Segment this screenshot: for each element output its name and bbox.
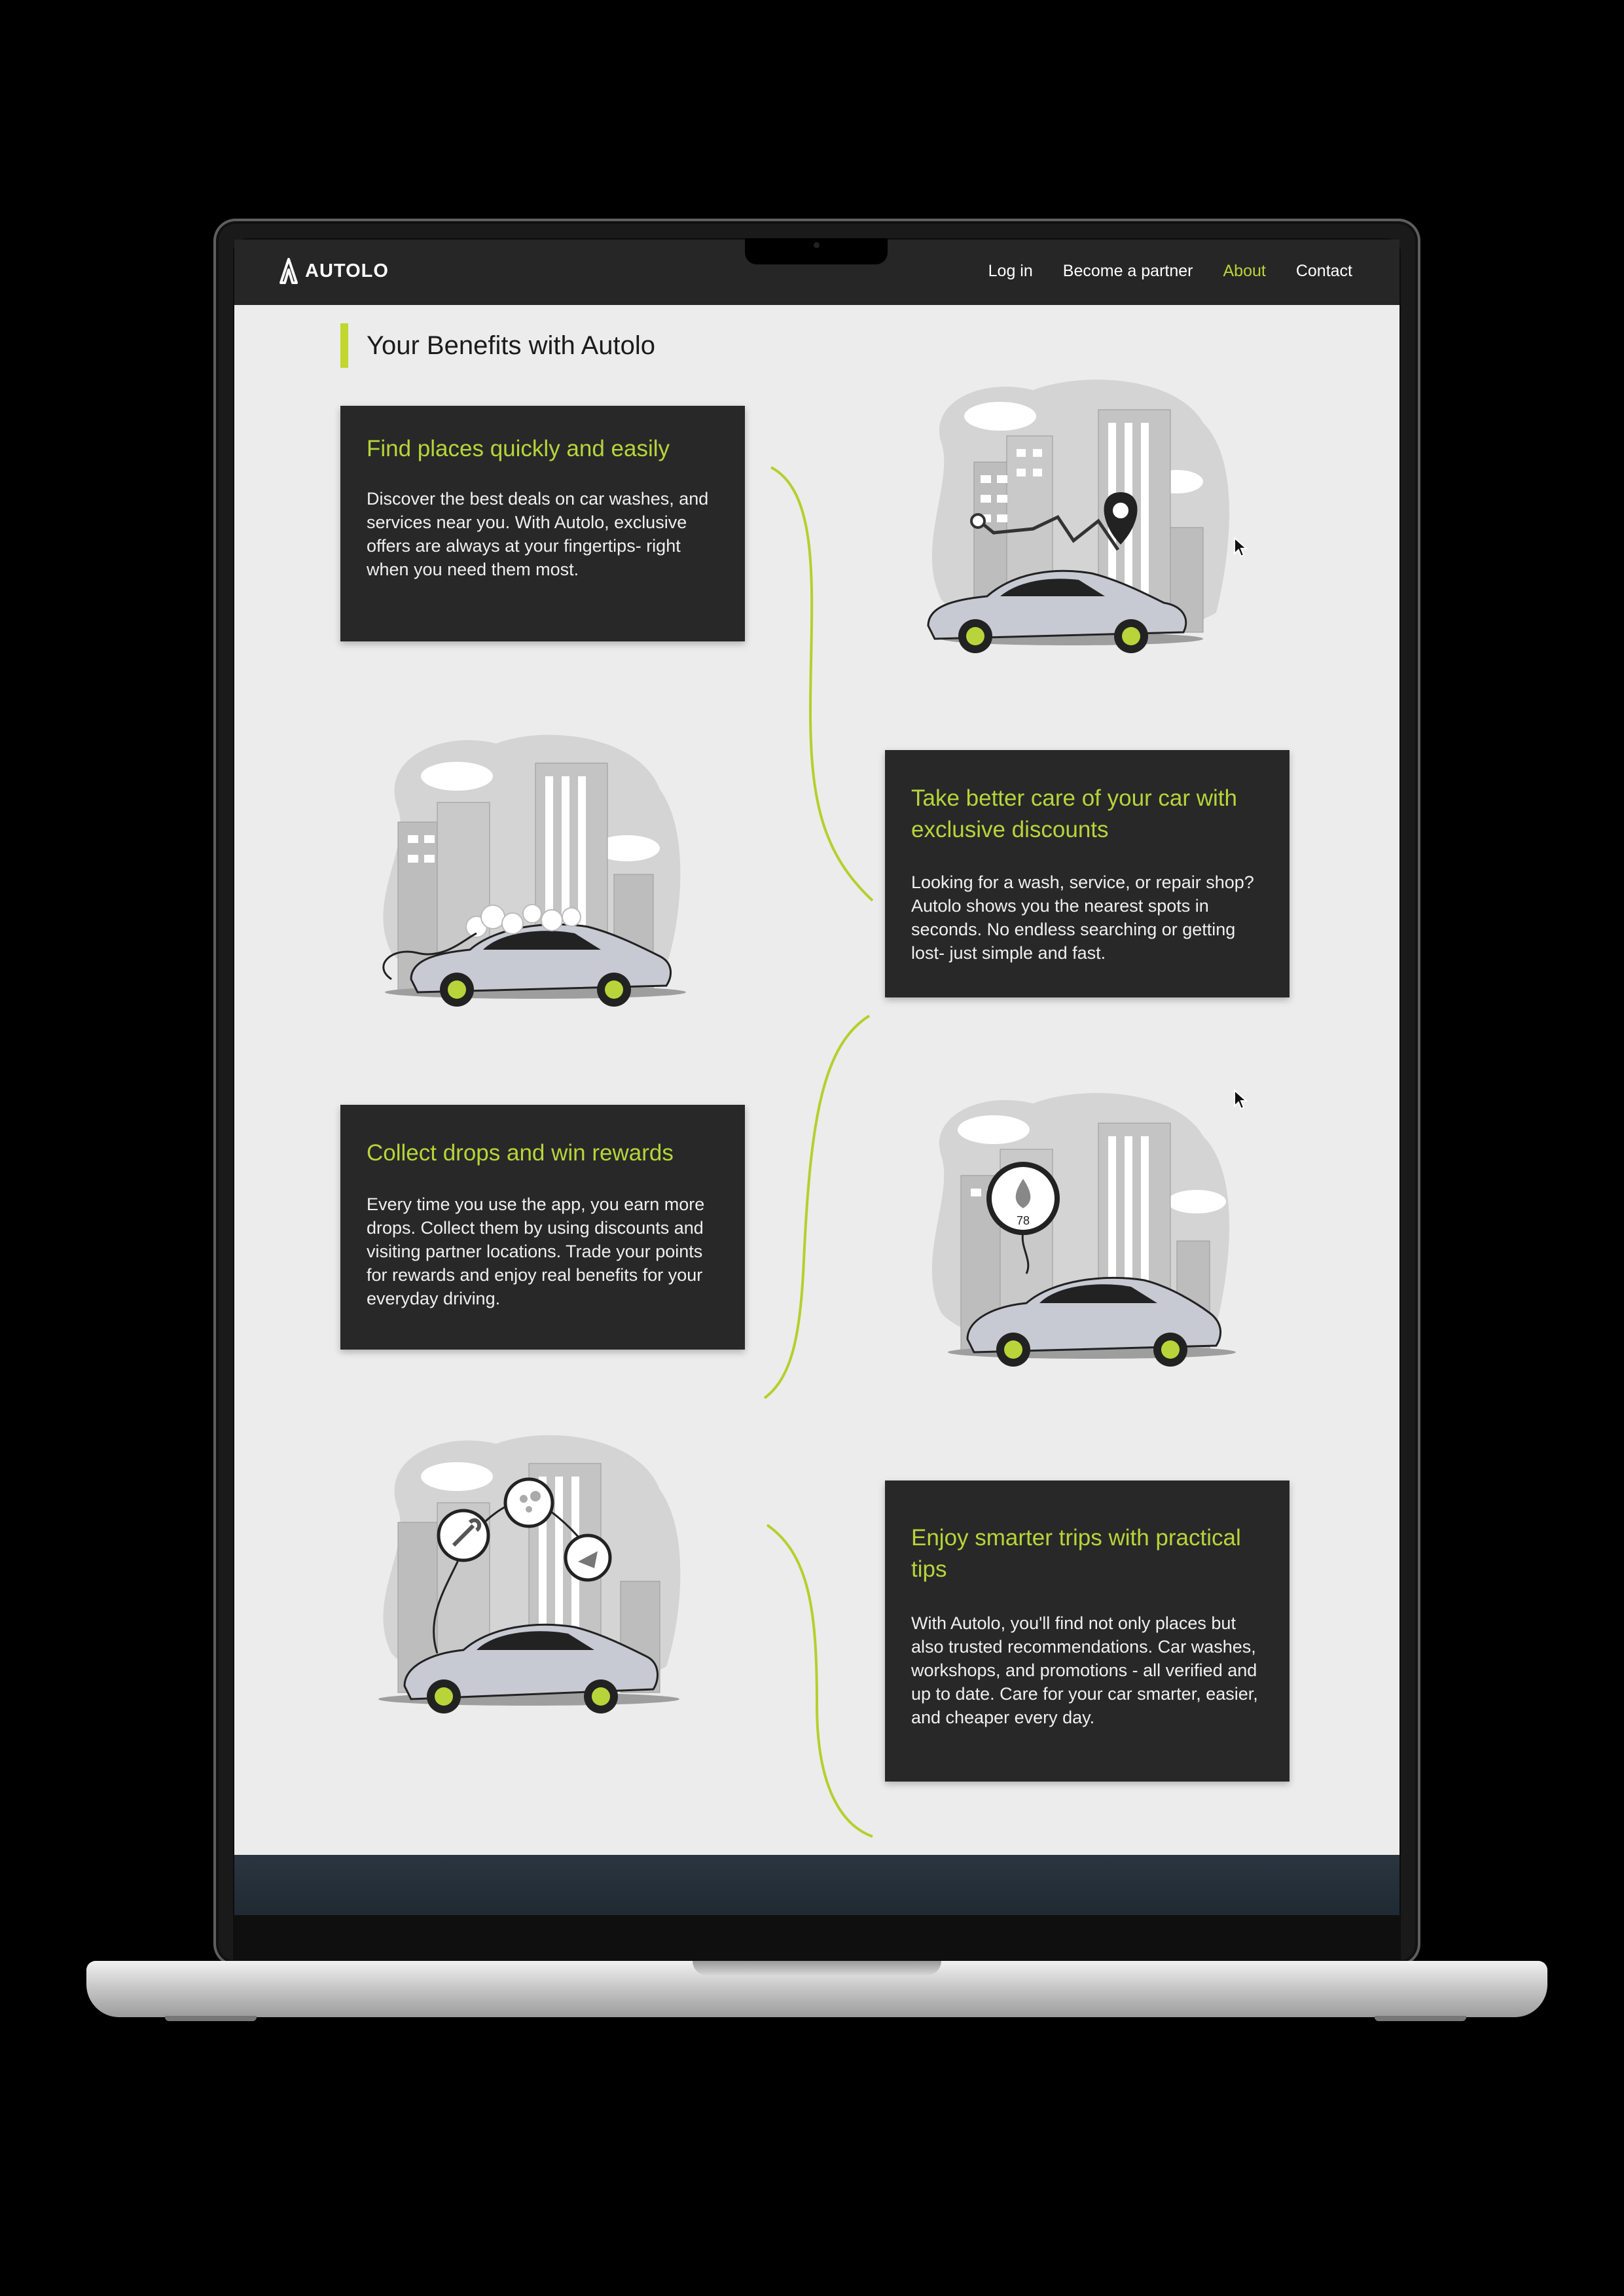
smart-tips-illustration [352,1418,719,1745]
card-body: Looking for a wash, service, or repair shop? Autolo shows you the nearest spots in seconds. No endless searching or getting lost- just simple and fast. [911,872,1254,963]
next-section-banner [234,1855,1399,1915]
mouse-cursor-icon [1233,537,1249,559]
laptop-foot [1375,2016,1466,2021]
card-title: Enjoy smarter trips with practical tips [911,1525,1241,1582]
benefit-card-care-discounts [885,750,1290,997]
benefit-card-smarter-trips [885,1480,1290,1782]
browser-viewport [234,240,1399,1915]
card-body: Discover the best deals on car washes, and services near you. With Autolo, exclusive offers are always at your fingertips- right when you need them most. [367,489,709,579]
card-title: Take better care of your car with exclusive discounts [911,785,1237,842]
screen-chin [233,1915,1401,1961]
camera-icon [814,242,820,248]
drops-badge-value: 78 [1016,1214,1030,1227]
benefit-card-collect-drops [340,1105,745,1350]
page-title: Your Benefits with Autolo [367,331,656,360]
mouse-cursor-icon [1233,1089,1249,1111]
benefit-card-find-places [340,406,745,641]
laptop-opening-groove [693,1961,941,1975]
nav-contact-link[interactable]: Contact [1295,262,1352,280]
card-title: Collect drops and win rewards [367,1140,674,1166]
nav-become-partner-link[interactable]: Become a partner [1062,262,1193,280]
route-map-illustration [902,364,1269,691]
card-body: Every time you use the app, you earn more drops. Collect them by using discounts and visiting partner locations. Trade your points for rewards and enjoy real benefits for your everyday driving. [367,1194,705,1308]
logo-text: AUTOLO [305,260,389,281]
card-body: With Autolo, you'll find not only places but also trusted recommendations. Car washes, workshops, and promotions - all verified and up to date. Care for your car smarter, easier, and cheaper every day. [911,1613,1258,1727]
card-title: Find places quickly and easily [367,436,670,461]
car-wash-illustration [352,717,719,1045]
drops-reward-illustration [902,1077,1269,1405]
nav-about-link[interactable]: About [1223,262,1266,280]
nav-login-link[interactable]: Log in [988,262,1033,280]
laptop-foot [165,2016,257,2021]
